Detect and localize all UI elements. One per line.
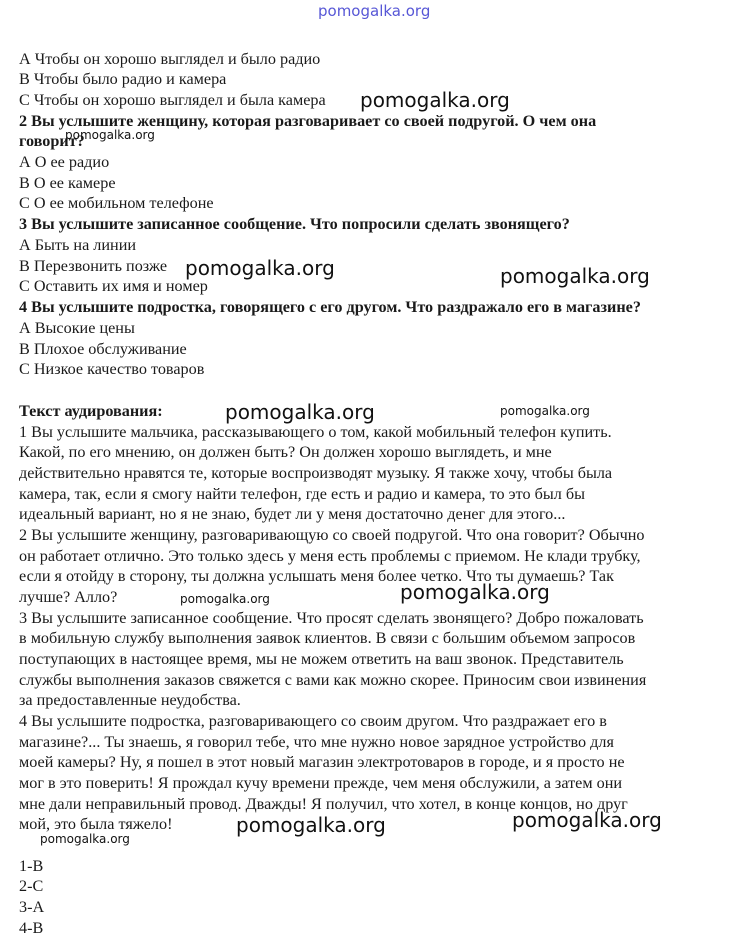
transcript-line: службы выполнения заказов свяжется с вами как можно скорее. Приносим свои извинения bbox=[19, 671, 647, 689]
transcript-line: магазине?... Ты знаешь, я говорил тебе, что мне нужно новое зарядное устройство для bbox=[19, 733, 614, 751]
q4-option-c: С Низкое качество товаров bbox=[19, 360, 205, 378]
q4-option-b: В Плохое обслуживание bbox=[19, 340, 187, 358]
transcript-heading: Текст аудирования: bbox=[19, 402, 163, 420]
answer-2: 2-С bbox=[19, 877, 44, 895]
watermark: pomogalka.org bbox=[400, 580, 550, 604]
transcript-line: 3 Вы услышите записанное сообщение. Что просят сделать звонящего? Добро пожаловать bbox=[19, 609, 644, 627]
transcript-line: Какой, по его мнению, он должен быть? Он должен хорошо выглядеть, и мне bbox=[19, 443, 552, 461]
answer-1: 1-В bbox=[19, 857, 44, 875]
watermark: pomogalka.org bbox=[65, 128, 155, 142]
q4-question: 4 Вы услышите подростка, говорящего с его другом. Что раздражало его в магазине? bbox=[19, 298, 641, 316]
q2-option-b: В О ее камере bbox=[19, 174, 116, 192]
transcript-line: лучше? Алло? bbox=[19, 588, 118, 606]
transcript-line: идеальный вариант, но я не знаю, будет ли у меня достаточно денег для этого... bbox=[19, 505, 566, 523]
transcript-line: в мобильную службу выполнения заявок клиентов. В связи с большим объемом запросов bbox=[19, 629, 636, 647]
transcript-line: мой, это была тяжело! bbox=[19, 815, 173, 833]
transcript-line: если я отойду в сторону, ты должна услышать меня более четко. Что ты думаешь? Так bbox=[19, 567, 614, 585]
q2-question-line1: 2 Вы услышите женщину, которая разговаривает со своей подругой. О чем она bbox=[19, 112, 597, 130]
q3-question: 3 Вы услышите записанное сообщение. Что попросили сделать звонящего? bbox=[19, 215, 570, 233]
transcript-line: 2 Вы услышите женщину, разговаривающую со своей подругой. Что она говорит? Обычно bbox=[19, 526, 645, 544]
watermark: pomogalka.org bbox=[512, 808, 662, 832]
transcript-line: 4 Вы услышите подростка, разговаривающего со своим другом. Что раздражает его в bbox=[19, 712, 607, 730]
transcript-line: моей камеры? Ну, я пошел в этот новый магазин электротоваров в городе, и я просто не bbox=[19, 753, 625, 771]
watermark: pomogalka.org bbox=[185, 256, 335, 280]
watermark: pomogalka.org bbox=[225, 400, 375, 424]
q2-option-c: С О ее мобильном телефоне bbox=[19, 194, 214, 212]
watermark: pomogalka.org bbox=[500, 264, 650, 288]
q3-option-b: В Перезвонить позже bbox=[19, 257, 168, 275]
q1-option-b: В Чтобы было радио и камера bbox=[19, 70, 227, 88]
q3-option-a: А Быть на линии bbox=[19, 236, 137, 254]
watermark: pomogalka.org bbox=[236, 813, 386, 837]
transcript-line: за предоставленные неудобства. bbox=[19, 691, 241, 709]
transcript-line: камера, так, если я смогу найти телефон, где есть и радио и камера, то это был бы bbox=[19, 485, 585, 503]
watermark: pomogalka.org bbox=[500, 404, 590, 418]
transcript-line: он работает отлично. Это только здесь у меня есть проблемы с приемом. Не клади трубку, bbox=[19, 547, 641, 565]
watermark: pomogalka.org bbox=[40, 832, 130, 846]
q4-option-a: А Высокие цены bbox=[19, 319, 135, 337]
transcript-line: мог в это поверить! Я прождал кучу времени прежде, чем меня обслужили, а затем они bbox=[19, 774, 623, 792]
transcript-line: поступающих в настоящее время, мы не можем ответить на ваш звонок. Представитель bbox=[19, 650, 624, 668]
watermark: pomogalka.org bbox=[360, 88, 510, 112]
q3-option-c: С Оставить их имя и номер bbox=[19, 277, 208, 295]
answer-3: 3-А bbox=[19, 898, 45, 916]
answer-4: 4-В bbox=[19, 919, 44, 937]
watermark: pomogalka.org bbox=[180, 592, 270, 606]
transcript-line: мне дали неправильный провод. Дважды! Я получил, что хотел, в конце концов, но друг bbox=[19, 795, 628, 813]
transcript-line: 1 Вы услышите мальчика, рассказывающего о том, какой мобильный телефон купить. bbox=[19, 423, 612, 441]
q2-option-a: А О ее радио bbox=[19, 153, 110, 171]
q2-question-line2: говорит? bbox=[19, 132, 85, 150]
q1-option-a: А Чтобы он хорошо выглядел и было радио bbox=[19, 50, 321, 68]
q1-option-c: С Чтобы он хорошо выглядел и была камера bbox=[19, 91, 326, 109]
transcript-line: действительно нравятся те, которые воспроизводят музыку. Я также хочу, чтобы была bbox=[19, 464, 613, 482]
watermark-top: pomogalka.org bbox=[318, 2, 431, 20]
